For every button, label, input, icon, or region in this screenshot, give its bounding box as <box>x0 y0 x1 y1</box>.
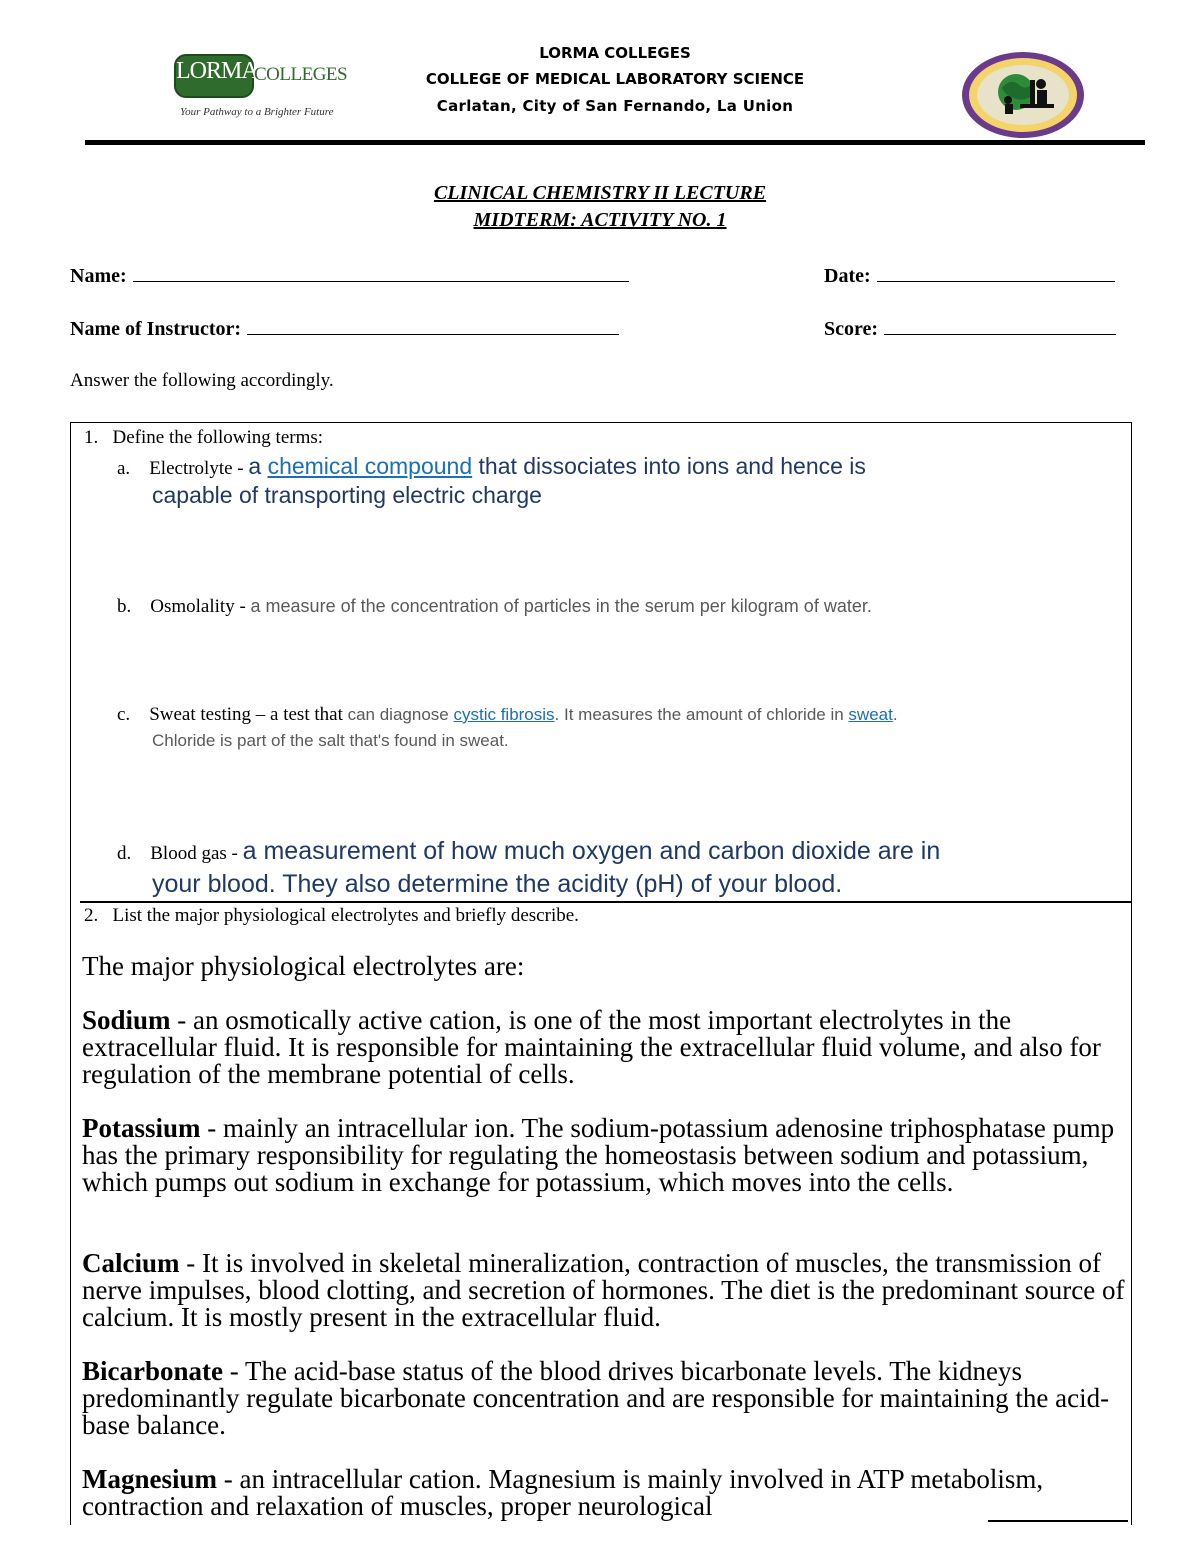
q1a-answer-link[interactable]: chemical compound <box>267 453 473 479</box>
q1c-answer-end: . <box>892 705 898 724</box>
q2-number: 2. <box>84 905 99 926</box>
electrolyte-description: - an osmotically active cation, is one of the most important electrolytes in the extracellular fluid. It is responsible for maintaining the extracellular fluid volume, and also for regulation of the membrane potential of cells. <box>82 1005 1101 1089</box>
q1c-answer-mid: . It measures the amount of chloride in <box>554 705 849 724</box>
document-title: CLINICAL CHEMISTRY II LECTURE <box>433 182 767 204</box>
trailing-underline <box>988 1520 1128 1522</box>
q1a-answer-pre: a <box>248 453 268 479</box>
logo-word: COLLEGES <box>254 64 348 85</box>
question-divider <box>152 901 1131 903</box>
instructor-field <box>70 318 619 341</box>
q1c-letter: c. <box>117 704 131 725</box>
date-field <box>824 265 1115 288</box>
q1a-term: Electrolyte - <box>149 458 249 479</box>
q1a-item <box>117 453 866 480</box>
electrolyte-description: - It is involved in skeletal mineralization, contraction of muscles, the transmission of nerve impulses, blood clotting, and secretion of hormones. The diet is the predominant source of calcium. It is mostly present in the extracellular fluid. <box>82 1248 1125 1332</box>
electrolyte-name: Calcium <box>82 1248 180 1278</box>
school-address: Carlatan, City of San Fernando, La Union <box>436 97 794 115</box>
electrolyte-magnesium <box>82 1466 1130 1520</box>
electrolyte-bicarbonate <box>82 1358 1130 1439</box>
q1d-term: Blood gas - <box>150 843 243 864</box>
q1c-term: Sweat testing – a test that <box>149 704 348 725</box>
q1d-letter: d. <box>117 843 132 864</box>
college-seal-icon <box>960 50 1086 140</box>
score-field <box>824 318 1116 341</box>
q1-number: 1. <box>84 427 99 448</box>
score-blank[interactable] <box>884 318 1116 335</box>
q2-prompt <box>84 905 579 927</box>
name-blank[interactable] <box>133 265 629 282</box>
electrolyte-description: - The acid-base status of the blood drives bicarbonate levels. The kidneys predominantly regulate bicarbonate concentration and are responsible for maintaining the acid-base balance. <box>82 1356 1110 1440</box>
q1a-answer-line2: capable of transporting electric charge <box>152 482 542 508</box>
instruction-text: Answer the following accordingly. <box>70 370 334 391</box>
date-label: Date: <box>824 265 871 287</box>
q2-text: List the major physiological electrolytes and briefly describe. <box>112 905 579 926</box>
electrolyte-name: Potassium <box>82 1113 201 1143</box>
electrolyte-sodium <box>82 1007 1130 1088</box>
q1c-item <box>117 704 898 726</box>
instructor-label: Name of Instructor: <box>70 318 242 340</box>
electrolyte-description: - mainly an intracellular ion. The sodium-potassium adenosine triphosphatase pump has the primary responsibility for regulating the homeostasis between sodium and potassium, which pumps out sodium in exchange for potassium, which moves into the cells. <box>82 1113 1115 1197</box>
school-name: LORMA COLLEGES <box>539 44 691 62</box>
q1d-item <box>117 837 940 866</box>
electrolyte-name: Magnesium <box>82 1464 217 1494</box>
electrolyte-name: Bicarbonate <box>82 1356 223 1386</box>
logo-badge-text: LORMA <box>176 58 258 84</box>
header-rule <box>85 140 1145 145</box>
q1b-letter: b. <box>117 596 132 617</box>
q1c-answer-pre: can diagnose <box>347 705 454 724</box>
q1b-term: Osmolality - <box>150 596 251 617</box>
q1c-link-cystic-fibrosis[interactable]: cystic fibrosis <box>453 705 555 724</box>
q1c-answer-line2: Chloride is part of the salt that's found in sweat. <box>152 731 509 750</box>
q1c-link-sweat[interactable]: sweat <box>848 705 893 724</box>
college-name: COLLEGE OF MEDICAL LABORATORY SCIENCE <box>425 70 805 88</box>
q1a-answer-post: that dissociates into ions and hence is <box>472 453 866 479</box>
q1b-answer: a measure of the concentration of particles in the serum per kilogram of water. <box>250 596 872 616</box>
q1d-answer-line2: your blood. They also determine the acidity (pH) of your blood. <box>152 870 843 898</box>
electrolyte-potassium <box>82 1115 1130 1196</box>
date-blank[interactable] <box>877 265 1115 282</box>
name-field <box>70 265 629 288</box>
score-label: Score: <box>824 318 879 340</box>
q1b-item <box>117 596 872 618</box>
q1-text: Define the following terms: <box>112 427 324 448</box>
q2-intro: The major physiological electrolytes are: <box>82 951 525 981</box>
electrolyte-description: - an intracellular cation. Magnesium is mainly involved in ATP metabolism, contraction and relaxation of muscles, proper neurological <box>82 1464 1044 1521</box>
instructor-blank[interactable] <box>247 318 619 335</box>
electrolyte-name: Sodium <box>82 1005 171 1035</box>
question-divider-left <box>80 901 152 903</box>
name-label: Name: <box>70 265 127 287</box>
logo-tagline: Your Pathway to a Brighter Future <box>180 106 334 118</box>
q1-prompt <box>84 427 323 449</box>
q1a-letter: a. <box>117 458 131 479</box>
electrolyte-calcium <box>82 1250 1130 1331</box>
q1d-answer-line1: a measurement of how much oxygen and carbon dioxide are in <box>242 837 941 865</box>
document-subtitle: MIDTERM: ACTIVITY NO. 1 <box>473 209 727 231</box>
